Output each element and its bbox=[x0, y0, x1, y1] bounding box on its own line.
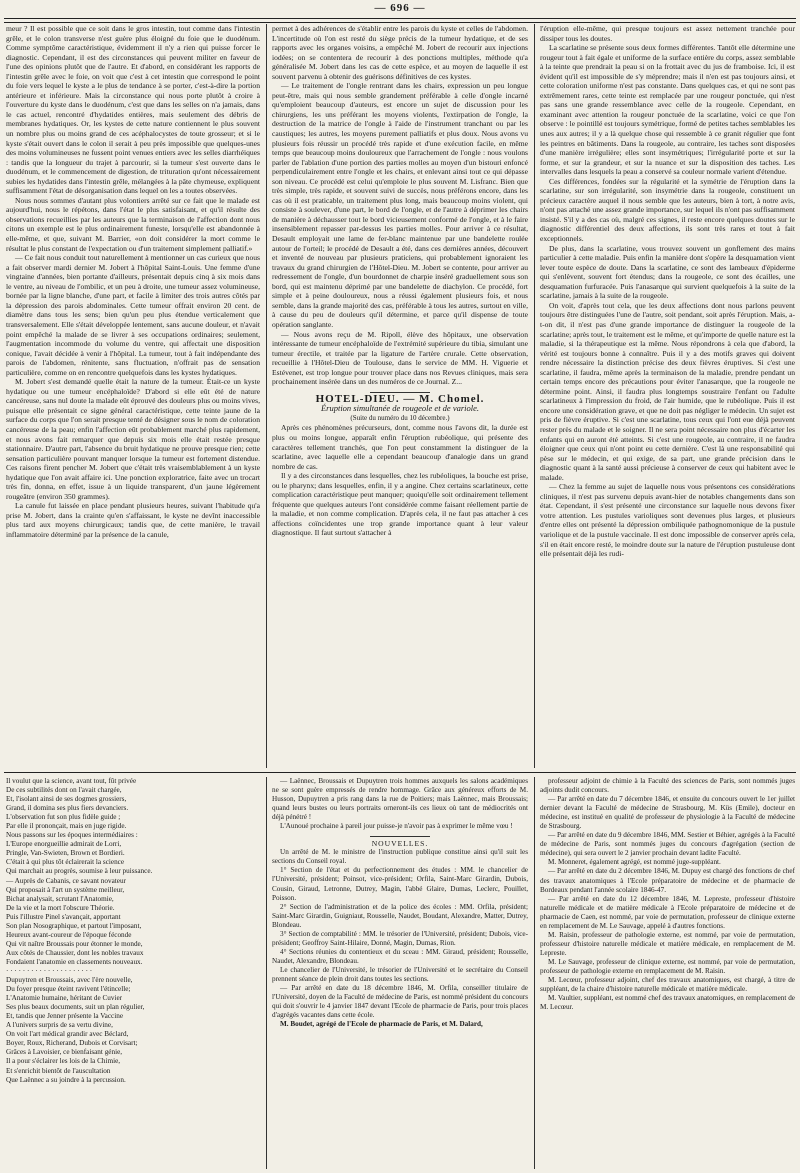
paragraph: Boyer, Roux, Richerand, Dubois et Corvisart; bbox=[6, 1039, 138, 1048]
article-subtitle: Éruption simultanée de rougeole et de variole. bbox=[320, 403, 480, 414]
news-last-line: M. Boudet, agrégé de l'Ecole de pharmacie de Paris, et M. Dalard, bbox=[280, 1020, 483, 1029]
paragraph: meur ? Il est possible que ce soit dans le gros intestin, tout comme dans l'intestin grêle, et le colon transverse n'est guère plus éloigné du foie que le duodénum. Comme symptôme caractéristique, évidemment il n'y a rien qui puisse forcer le diagnostic. Cependant, il est des circonstances qui peuvent militer en faveur de l'une des opinions plutôt que de l'autre. Et d'abord, en considérant les rapports de l'intestin grêle avec le foie, on voit que c'est à cet intestin que correspond le point du foie vers lequel le kyste a le plus de tendance à se porter, c'est-à-dire la portion antérieure et inférieure. Mais la circonstance qui nous porte plutôt à croire à l'ouverture du kyste dans le duodénum, c'est que dans les selles on n'a jamais, dans le cas actuel, rencontré d'hydatides entières, mais seulement des débris de membranes hydatiques. Or, les kystes de cette nature contiennent le plus souvent un nombre plus ou moins grand de ces acéphalocystes de toute grosseur; et si le kyste s'était ouvert dans le colon il serait à peu près impossible que quelques-unes des moins volumineuses ne fussent point venues entiers avec les selles diarrhéiques : tandis que la longueur du trajet à parcourir, si la tumeur s'est ouverte dans le duodénum, et le commencement de digestion, de trituration qu'ont nécessairement subies les hydatides dans l'intestin grêle, mélangées à la pâte chymeuse, expliquent suffisamment l'état de désorganisation dans lequel on les a toutes observées. bbox=[6, 24, 260, 196]
paragraph: — Nous avons reçu de M. Ripoll, élève des hôpitaux, une observation intéressante de tumeur encéphaloïde de l'extrémité supérieure du tibia, simulant une tumeur érectile, et traitée par la ligature de l'artère crurale. Cette observation, recueillie à l'Hôtel-Dieu de Toulouse, dans le service de MM. H. Viguerie et Estévenet, est trop longue pour trouver place dans nos Revues cliniques, mais sera prochainement insérée dans un des numéros de ce Journal. Z... bbox=[272, 329, 528, 387]
paragraph: · · · · · · · · · · · · · · · · · · · · · bbox=[6, 966, 93, 975]
poem-column bbox=[6, 777, 260, 1169]
paragraph: Puis l'illustre Pinel s'avançait, apportant bbox=[6, 912, 121, 921]
paragraph: Fondaient l'anatomie en classements nouveaux. bbox=[6, 957, 143, 966]
paragraph: 3° Section de comptabilité : MM. le trésorier de l'Université, président; Dubois, vice-président; Geoffroy Saint-Hilaire, Donné, Magin, Dumas, Rion. bbox=[272, 929, 528, 947]
paragraph: Qui proposait à l'art un système meilleur, bbox=[6, 885, 125, 894]
paragraph: permet à des adhérences de s'établir entre les parois du kyste et celles de l'abdomen. L'incertitude où l'on est resté du siège précis de la tumeur hydatique, et de ses rapports avec les organes voisins, a empêché M. Jobert de recourir aux injections iodées; on se contentera de recourir à des ponctions multiples, méthode qu'a généralisée M. Jobert dans les cas de cette espèce, et au moyen de laquelle il est souvent parvenu à obtenir des guérisons définitives de ces kystes. bbox=[272, 24, 528, 81]
paragraph: L'Aunoué prochaine à pareil jour puisse-je n'avoir pas à exprimer le même vœu ! bbox=[280, 822, 513, 831]
paragraph: A l'univers surpris de sa vertu divine, bbox=[6, 1021, 113, 1030]
paragraph: Bichat analysait, scrutant l'Anatomie, bbox=[6, 894, 114, 903]
header-rule bbox=[4, 18, 796, 23]
paragraph: Heureux avant-coureur de l'époque féconde bbox=[6, 930, 132, 939]
paragraph: Et, l'isolant ainsi de ses dogmes grossiers, bbox=[6, 795, 127, 804]
paragraph: On voit, d'après tout cela, que les deux affections dont nous parlons peuvent toujours être distinguées l'une de l'autre, soit pendant, soit après l'éruption. Mais, a-t-on dit, il n'est pas d'une grande importance de distinguer la rougeole de la scarlatine; après tout, le traitement est le même, et qu'importe de quelle nature est la maladie, si la thérapeutique est la même. Nous répondrons à cela que d'abord, la vérité est toujours bonne à connaître. Puis il y a des motifs graves qui doivent rendre nécessaire la distinction précise des deux fièvres éruptives. Si c'est une scarlatine, il faudra, même après la terminaison de la maladie, prendre pendant un certain temps encore des précautions pour éviter l'anasarque, que la rougeole ne détermine point. Ainsi, il faudra plus longtemps soustraire l'enfant ou l'adulte scarlatineux à l'impression du froid, de l'air humide, que le rubéolique. Puis il est encore une considération grave, et que ne doit pas négliger le médecin. Un sujet est pris de fièvre éruptive. Si c'est une scarlatine, tous ceux qui l'ont eue déjà peuvent rester près du malade et le soigner. Il ne sera point nécessaire non plus d'écarter les enfants qui en auront été atteints. Si c'est une rougeole, au contraire, il ne faudra éloigner que ceux qui n'ont point eu cette dernière. C'est là une responsabilité qui pèse sur le médecin, et qui exige, de sa part, une grande précision dans le diagnostic quant à la santé aussi précieuse à conserver de ceux qui habitent avec le malade. bbox=[540, 300, 795, 482]
paragraph: 2° Section de l'administration et de la police des écoles : MM. Orfila, président; Saint-Marc Girardin, Guigniaut, Rousselle, Naudet, Boudant, Alexandre, Matter, Dutrey, Blondeau. bbox=[272, 902, 528, 929]
paragraph: Il a pour s'éclairer les lois de la Chimie, bbox=[6, 1057, 121, 1066]
paragraph: Par elle il prononçait, mais en juge rigide. bbox=[6, 822, 127, 831]
news-column-1 bbox=[272, 777, 528, 1169]
column-divider bbox=[266, 777, 267, 1169]
paragraph: — Auprès de Cabanis, ce savant novateur bbox=[6, 876, 126, 885]
paragraph: Ses plus beaux documents, suit un plan régulier, bbox=[6, 1003, 145, 1012]
column-divider bbox=[266, 24, 267, 768]
paragraph: Aux côtés de Chaussier, dont les nobles travaux bbox=[6, 948, 144, 957]
paragraph: Que Laënnec a su joindre à la percussion. bbox=[6, 1075, 126, 1084]
paragraph: Il voulut que la science, avant tout, fût privée bbox=[6, 777, 137, 785]
paragraph: — Le traitement de l'ongle rentrant dans les chairs, expression un peu longue peut-être, mais qui nous semble grandement préférable à celle d'ongle incarné qu'emploient beaucoup d'auteurs, est encore un sujet de discussion pour les chirurgiens, les uns préférant les moyens violents, l'extirpation de l'ongle, la destruction de la matrice de l'ongle à l'aide de l'instrument tranchant ou par les caustiques; les autres, les moyens purement palliatifs et plus doux. Nous avons vu plusieurs fois réussir un procédé très rapide et d'une exécution facile, en même temps que beaucoup moins douloureux que l'arrachement de l'ongle : nous voulons parler de l'ablation d'une portion des parties molles au moyen d'un bistouri enfoncé perpendiculairement entre l'ongle et les chairs, et enlevant ainsi tout ce qui dépasse son niveau. Ce procédé est celui qu'emploie le plus souvent M. Lisfranc. Bien que très simple, très rapide, et souvent suivi de succès, nous préférons encore, dans les cas où il est praticable, un traitement plus long, mais beaucoup moins violent, qui consiste à soulever, d'une part, le bord de l'ongle, et de l'autre à déprimer les chairs de manière à déchausser tout le bord vicieusement conformé de l'ongle, et à le faire insensiblement repasser par-dessus les parties molles. Pour arriver à ce résultat, Desault employait une lame de fer-blanc maintenue par une bandelette roulée autour de l'orteil; le procédé de Desault a été, dans ces dernières années, découvert et inventé de nouveau par plusieurs praticiens, qui probablement ignoraient les travaux du grand chirurgien de l'Hôtel-Dieu. M. Jobert se contente, pour arriver au redressement de l'ongle, d'un bourdonnet de charpie inséré graduellement sous son bord, qui est maintenu déprimé par une bandelette de diachylon. Ce procédé, fort simple et à peine douloureux, nous a réussi également plusieurs fois, et nous semble, dans la grande majorité des cas, préférable à tous les autres, surtout en ville, à cause du peu de douleurs qu'il détermine, et parce qu'il dispense de toute opération sanglante. bbox=[272, 81, 528, 329]
paragraph: De la vie et la mort l'obscure Théorie. bbox=[6, 903, 115, 912]
column-1 bbox=[6, 24, 260, 768]
paragraph: L'Europe enorgueillie admirait de Lorri, bbox=[6, 840, 122, 849]
column-2 bbox=[272, 24, 528, 768]
paragraph: — Chez la femme au sujet de laquelle nous vous présentons ces considérations cliniques, il n'est pas survenu depuis avant-hier de notables changements dans son état. Cependant, il s'est présenté une circonstance sur laquelle nous devons fixer votre attention. Les pustules varioliques sont devenues plus larges, et plusieurs d'entre elles ont présenté la dépression ombiliquée pathognomonique de la pustule variolique et de la pustule vaccinale. Il est donc impossible de conserver après cela, s'il en était encore resté, le moindre doute sur la nature de l'éruption pustuleuse dont elle présentait déjà les rudi- bbox=[540, 482, 795, 559]
paragraph: l'éruption elle-même, qui presque toujours est assez nettement tranchée pour dissiper tous les doutes. bbox=[540, 24, 795, 43]
paragraph: Ces différences, fondées sur la régularité et la symétrie de l'éruption dans la scarlatine, sur son irrégularité, son insymétrie dans la rougeole, constituent un précieux caractère auquel il nous semble que les auteurs, bien à tort, à notre avis, n'ont pas attaché une assez grande importance, sur lequel ils n'ont pas suffisamment insisté. S'il y a des cas où, malgré ces signes, il reste encore quelques doutes sur le diagnostic différentiel des deux affections, ils sont très rares et tout à fait exceptionnels. bbox=[540, 176, 795, 244]
paragraph: L'observation fut son plus fidèle guide ; bbox=[6, 813, 121, 822]
paragraph: La canule fut laissée en place pendant plusieurs heures, suivant l'habitude qu'a prise M. Jobert, dans la crainte qu'en s'affaissant, le kyste ne devînt inaccessible plus tard aux moyens chirurgicaux; tandis que, de cette manière, le travail inflammatoire déterminé par la présence de la canule, bbox=[6, 501, 260, 539]
paragraph: Nous passons sur les époques intermédiaires : bbox=[6, 831, 138, 840]
article-title: HOTEL-DIEU. — M. Chomel. bbox=[315, 392, 485, 405]
column-divider bbox=[534, 24, 535, 768]
paragraph: — Par arrêté en date du 18 décembre 1846, M. Orfila, conseiller titulaire de l'Université, doyen de la Faculté de médecine de Paris, est nommé président du concours qui doit s'ouvrir le 4 janvier 1847 devant l'Ecole de pharmacie de Paris, pour trois places d'agrégés vacantes dans cette école. bbox=[272, 984, 528, 1020]
paragraph: — Ce fait nous conduit tout naturellement à mentionner un cas curieux que nous a fait observer mardi dernier M. Jobert à l'hôpital Saint-Louis. Une femme d'une vingtaine d'années, bien portante d'ailleurs, présentait depuis cinq à six mois dans le ventre, au niveau de l'ombilic, et un peu à droite, une tumeur assez volumineuse, bornée par la ligne blanche, d'une part, et facile à limiter des trois autres côtés par la dépression des parois abdominales. Cette tumeur offrait environ 20 cent. de diamètre dans tous les sens; bien qu'un peu plus étendue verticalement que transversalement. Elle s'était développée lentement, sans aucune douleur, et n'avait point empêché la malade de se livrer à ses occupations ordinaires; seulement, l'augmentation incommode du volume du ventre, qui affectait une disposition conique, l'avait décidée à venir à l'hôpital. La tumeur, tout à fait indépendante des parois de l'abdomen, rénitente, sans fluctuation, n'offrait pas de sensation particulière, comme on en rencontre quelquefois dans les kystes hydatiques. bbox=[6, 253, 260, 377]
paragraph: M. Jobert s'est demandé quelle était la nature de la tumeur. Était-ce un kyste hydatique ou une tumeur encéphaloïde? D'abord si elle eût été de nature cancéreuse, sans nul doute la malade eût éprouvé des douleurs plus ou moins vives, puisque elle présentait ce signe général caractéristique, cette teinte jaune de la surface du corps que l'on serait presque tenté de désigner sous le nom de coloration cancéreuse de la peau; enfin l'affection eût probablement marché plus rapidement, et nous avons fait remarquer que depuis six mois elle était restée presque stationnaire. D'autre part, l'absence du bruit hydatique ne prouve presque rien; cette sensation particulière pouvant manquer lorsque la tumeur est fortement distendue. Ces raisons firent pencher M. Jobert que c'était très vraisemblablement à un kyste hydatique que l'on avait affaire ici. Une ponction exploratrice, faite avec un trocart très fin, donna, en effet, issue à un liquide transparent, d'un jaune légèrement rougeâtre (environ 350 grammes). bbox=[6, 377, 260, 501]
column-divider bbox=[534, 777, 535, 1169]
paragraph: M. Raisin, professeur de pathologie externe, est nommé, par voie de permutation, professeur d'histoire naturelle médicale et matière médicale, en remplacement de M. Lepreste. bbox=[540, 930, 795, 957]
paragraph: On voit l'art médical grandir avec Béclard, bbox=[6, 1030, 129, 1039]
article-continuation-note: (Suite du numéro du 10 décembre.) bbox=[350, 413, 450, 422]
paragraph: Qui marchait au progrès, soumise à leur puissance. bbox=[6, 867, 153, 876]
paragraph: Et s'enrichit bientôt de l'auscultation bbox=[6, 1066, 111, 1075]
paragraph: 4° Sections réunies du contentieux et du sceau : MM. Giraud, président; Rousselle, Naudet, Alexandre, Blondeau. bbox=[272, 947, 528, 965]
paragraph: L'Anatomie humaine, héritant de Cuvier bbox=[6, 994, 123, 1003]
paragraph: — Par arrêté en date du 12 décembre 1846, M. Lepreste, professeur d'histoire naturelle médicale et de matière médicale à l'Ecole préparatoire de médecine et de pharmacie de Caen, est nommé, par voie de permutation, professeur de clinique externe en remplacement de M. Le Sauvage, appelé à d'autres fonctions. bbox=[540, 894, 795, 930]
paragraph: Le chancelier de l'Université, le trésorier de l'Université et le secrétaire du Conseil prennent séance de plein droit dans toutes les sections. bbox=[272, 965, 528, 983]
paragraph: — Laënnec, Broussais et Dupuytren trois hommes auxquels les salons académiques ne se sont guère empressés de rendre hommage. Grâce aux généreux efforts de M. Husson, Dupuytren a pris rang dans la rue de Poitiers; mais Laënnec, mais Broussais; quand leurs bustes ou leurs portraits orneront-ils ces lieux où tant de médiocrités ont déjà pénétré ! bbox=[272, 777, 528, 822]
paragraph: Dupuytren et Broussais, avec l'ère nouvelle, bbox=[6, 976, 133, 985]
paragraph: Qui vit naître Broussais pour étonner le monde, bbox=[6, 939, 143, 948]
paragraph: C'était à qui plus tôt éclairerait la science bbox=[6, 858, 125, 867]
section-separator bbox=[370, 836, 430, 837]
paragraph: M. Vaultier, suppléant, est nommé chef des travaux anatomiques, en remplacement de M. Lecœur. bbox=[540, 994, 795, 1012]
column-3 bbox=[540, 24, 795, 768]
section-rule bbox=[4, 772, 796, 773]
paragraph: — Par arrêté en date du 7 décembre 1846, et ensuite du concours ouvert le 1er juillet dernier devant la Faculté de médecine de Strasbourg, M. Küs (Emile), docteur en médecine, est institué en qualité de professeur de physiologie à la Faculté de médecine de Strasbourg. bbox=[540, 795, 795, 831]
paragraph: Il y a des circonstances dans lesquelles, chez les rubéoliques, la bouche est prise, ou le pharynx; dans lesquelles, enfin, il y a angine. Chez certains scarlatineux, cette complication caractéristique peut manquer; quoiqu'elle soit ordinairement tellement fréquente que quelques auteurs l'ont considérée comme faisant réellement partie de la maladie, et non comme complication. D'après cela, il ne faut pas attacher à ces affections coïncidentes une trop grande importance quant à leur valeur diagnostique. Il faut surtout s'attacher à bbox=[272, 471, 528, 538]
paragraph: De plus, dans la scarlatine, vous trouvez souvent un gonflement des mains particulier à cette maladie. Puis enfin la manière dont s'opère la desquamation vient lever toute espèce de doute. Dans la scarlatine, ce sont des lambeaux d'épiderme qui s'enlèvent, souvent fort étendus; dans la rougeole, ce sont des écailles, une desquamation furfuracée. Puis l'anasarque qui survient quelquefois à la suite de la scarlatine, jamais à la suite de la rougeole. bbox=[540, 243, 795, 301]
paragraph: Après ces phénomènes précurseurs, dont, comme nous l'avons dit, la durée est plus ou moins longue, apparaît enfin l'éruption rubéolique, qui présente des caractères tellement tranchés, que l'on peut constamment la distinguer de la scarlatine, avec laquelle elle a cependant beaucoup d'analogie dans un grand nombre de cas. bbox=[272, 423, 528, 471]
news-section-title: NOUVELLES. bbox=[371, 839, 429, 849]
paragraph: Et, tandis que Jenner présente la Vaccine bbox=[6, 1012, 124, 1021]
paragraph: Du foyer presque éteint ravivent l'étincelle; bbox=[6, 985, 131, 994]
paragraph: Grand, il domina ses plus fiers devanciers. bbox=[6, 804, 129, 813]
paragraph: La scarlatine se présente sous deux formes différentes. Tantôt elle détermine une rougeur tout à fait égale et uniforme de la surface entière du corps, assez semblable à la teinte que prendrait la peau si on la frottait avec du jus de framboise. Ici, il est évident qu'il est impossible de s'y méprendre; mais il n'en est pas toujours ainsi, et cette coloration uniforme n'est pas constante. Dans quelques cas, et qui ne sont pas extrêmement rares, cette teinte est remplacée par une rougeur ponctuée, qui n'est pas sans une grande ressemblance avec celle de la rougeole. Cependant, en examinant avec attention la rougeur ponctuée de la scarlatine, voici ce que l'on observe : le pointillé est toujours symétrique, formé de petites taches semblables les unes aux autres; il y a là quelque chose qui ressemble à ce granit régulier que font les peintres en bâtiments. Dans la rougeole, au contraire, les taches sont disposées d'une manière irrégulière; elles sont insymétriques; l'irrégularité porte et sur la forme, et sur la grandeur, et sur la nuance et sur la disposition des taches. Les intervalles dans lesquels la peau a conservé sa couleur normale varient d'étendue. bbox=[540, 43, 795, 177]
paragraph: Un arrêté de M. le ministre de l'instruction publique constitue ainsi qu'il suit les sections du Conseil royal. bbox=[272, 848, 528, 866]
news-column-2 bbox=[540, 777, 795, 1169]
page-number: — 696 — bbox=[374, 2, 426, 14]
paragraph: 1° Section de l'état et du perfectionnement des études : MM. le chancelier de l'Université, président; Poinsot, vice-président; Orfila, Saint-Marc Girardin, Dubois, Cousin, Giraud, Letronne, Dutrey, Magin, l'abbé Glaire, Dumas, Leclerc, Pouillet, Poisson. bbox=[272, 866, 528, 902]
paragraph: M. Lecœur, professeur adjoint, chef des travaux anatomiques, est chargé, à titre de suppléant, de la chaire d'histoire naturelle médicale et matière médicale. bbox=[540, 976, 795, 994]
paragraph: Pringle, Van-Swieten, Brown et Bordieri. bbox=[6, 849, 125, 858]
paragraph: M. Monneret, également agrégé, est nommé juge-suppléant. bbox=[548, 858, 721, 867]
paragraph: — Par arrêté en date du 9 décembre 1846, MM. Sestier et Béhier, agrégés à la Faculté de médecine de Paris, sont nommés juges du concours d'agrégation (section de médecine), qui sera ouvert le 2 janvier prochain devant ladite Faculté. bbox=[540, 831, 795, 858]
paragraph: — Par arrêté en date du 2 décembre 1846, M. Dupuy est chargé des fonctions de chef des travaux anatomiques à l'Ecole préparatoire de médecine et de pharmacie de Bordeaux pendant l'année scolaire 1846-47. bbox=[540, 867, 795, 894]
paragraph: professeur adjoint de chimie à la Faculté des sciences de Paris, sont nommés juges adjoints dudit concours. bbox=[540, 777, 795, 795]
paragraph: De ces subtilités dont on l'avait chargée, bbox=[6, 786, 122, 795]
paragraph: Nous nous sommes d'autant plus volontiers arrêté sur ce fait que le malade est aujourd'hui, nous le répétons, dans l'état le plus satisfaisant, et qu'il résulte des observations recueillies par les auteurs que la terminaison de l'affection dont nous citons un exemple est le plus ordinairement funeste, lorsqu'elle est abandonnée à elle-même, et que, suivant M. Barrier, «on doit considérer la mort comme le résultat le plus constant de l'expectation ou d'un traitement simplement palliatif.» bbox=[6, 195, 260, 253]
paragraph: M. Le Sauvage, professeur de clinique externe, est nommé, par voie de permutation, professeur de pathologie externe en remplacement de M. Raisin. bbox=[540, 957, 795, 975]
paragraph: Grâces à Lavoisier, ce bienfaisant génie, bbox=[6, 1048, 123, 1057]
paragraph: Son plan Nosographique, et partout l'imposant, bbox=[6, 921, 142, 930]
